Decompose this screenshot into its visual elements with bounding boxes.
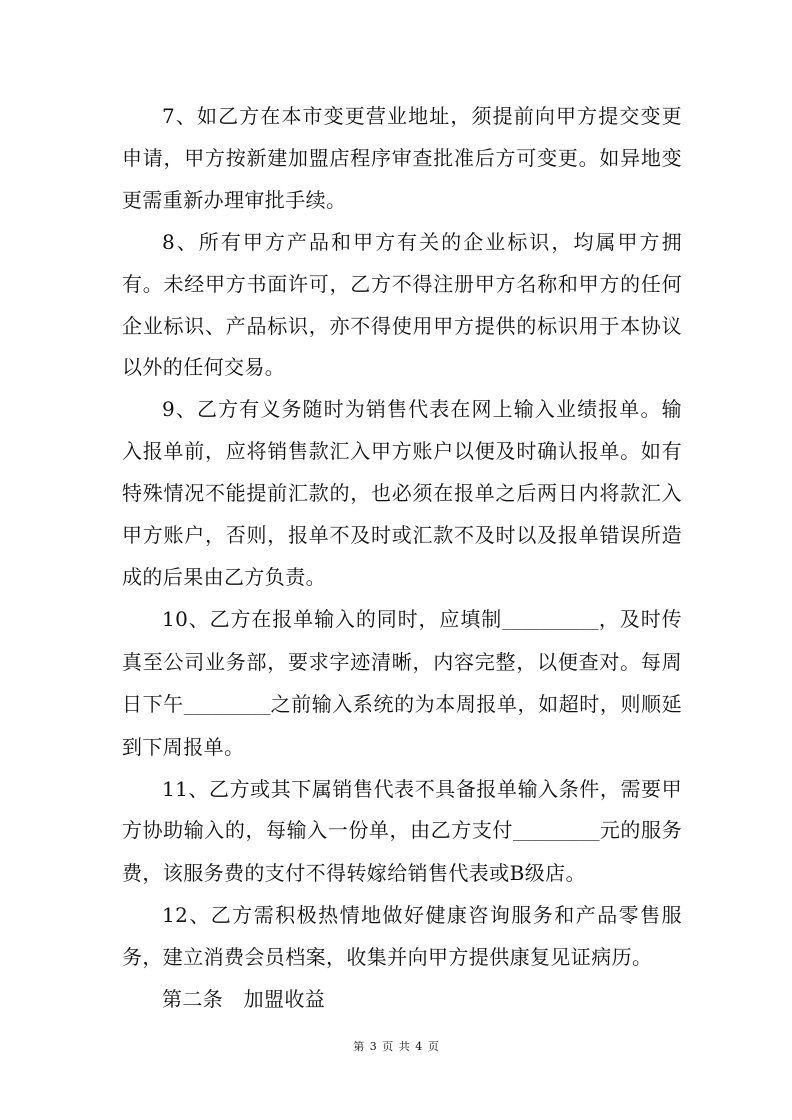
- clause-9-text: 9、乙方有义务随时为销售代表在网上输入业绩报单。输入报单前，应将销售款汇入甲方账户以便及时确认报单。如有特殊情况不能提前汇款的，也必须在报单之后两日内将款汇入甲方账户，否则，报单不及时或汇款不及时以及报单错误所造成的后果由乙方负责。: [122, 397, 682, 589]
- deadline-time-blank: _________: [183, 695, 271, 715]
- clause-11-paragraph: [122, 769, 682, 896]
- clause-10-text-a: 10、乙方在报单输入的同时，应填制: [162, 606, 503, 631]
- article-2-heading-text: 第二条 加盟收益: [162, 987, 326, 1012]
- clause-10-paragraph: [122, 599, 682, 769]
- footer-prefix: 第: [353, 1040, 365, 1053]
- clause-12-paragraph: [122, 895, 682, 979]
- clause-7-text: 7、如乙方在本市变更营业地址，须提前向甲方提交变更申请，甲方按新建加盟店程序审查批准后方可变更。如异地变更需重新办理审批手续。: [122, 104, 682, 212]
- clause-12-text: 12、乙方需积极热情地做好健康咨询服务和产品零售服务，建立消费会员档案，收集并向甲方提供康复见证病历。: [122, 903, 682, 970]
- clause-9-paragraph: [122, 389, 682, 599]
- clause-10-text-b: ，及时传真至公司业务部，要求字迹清晰，内容完整，以便查对。每周日下午: [122, 606, 683, 716]
- footer-total-pages: 4: [415, 1040, 423, 1053]
- clause-7-paragraph: [122, 96, 682, 222]
- footer-total-word: 共: [398, 1040, 410, 1053]
- clause-8-text: 8、所有甲方产品和甲方有关的企业标识，均属甲方拥有。未经甲方书面许可，乙方不得注册甲方名称和甲方的任何企业标识、产品标识，亦不得使用甲方提供的标识用于本协议以外的任何交易。: [122, 229, 682, 380]
- service-fee-blank: _________: [512, 822, 600, 842]
- footer-page-word: 页: [382, 1040, 394, 1053]
- clause-11-text-b: 元的服务费，该服务费的支付不得转嫁给销售代表或B级店。: [122, 818, 682, 886]
- form-name-blank: __________: [502, 610, 599, 630]
- clause-8-paragraph: [122, 222, 682, 390]
- clause-10-text-c: 之前输入系统的为本周报单，如超时，则顺延到下周报单。: [122, 691, 682, 759]
- article-2-heading: [122, 979, 682, 1021]
- footer-current-page: 3: [369, 1040, 377, 1053]
- clause-11-text-a: 11、乙方或其下属销售代表不具备报单输入条件，需要甲方协助输入的，每输入一份单，由乙方支付: [122, 776, 682, 843]
- footer-suffix: 页: [427, 1040, 439, 1053]
- page-footer: [0, 1040, 792, 1054]
- document-body: [122, 96, 682, 1021]
